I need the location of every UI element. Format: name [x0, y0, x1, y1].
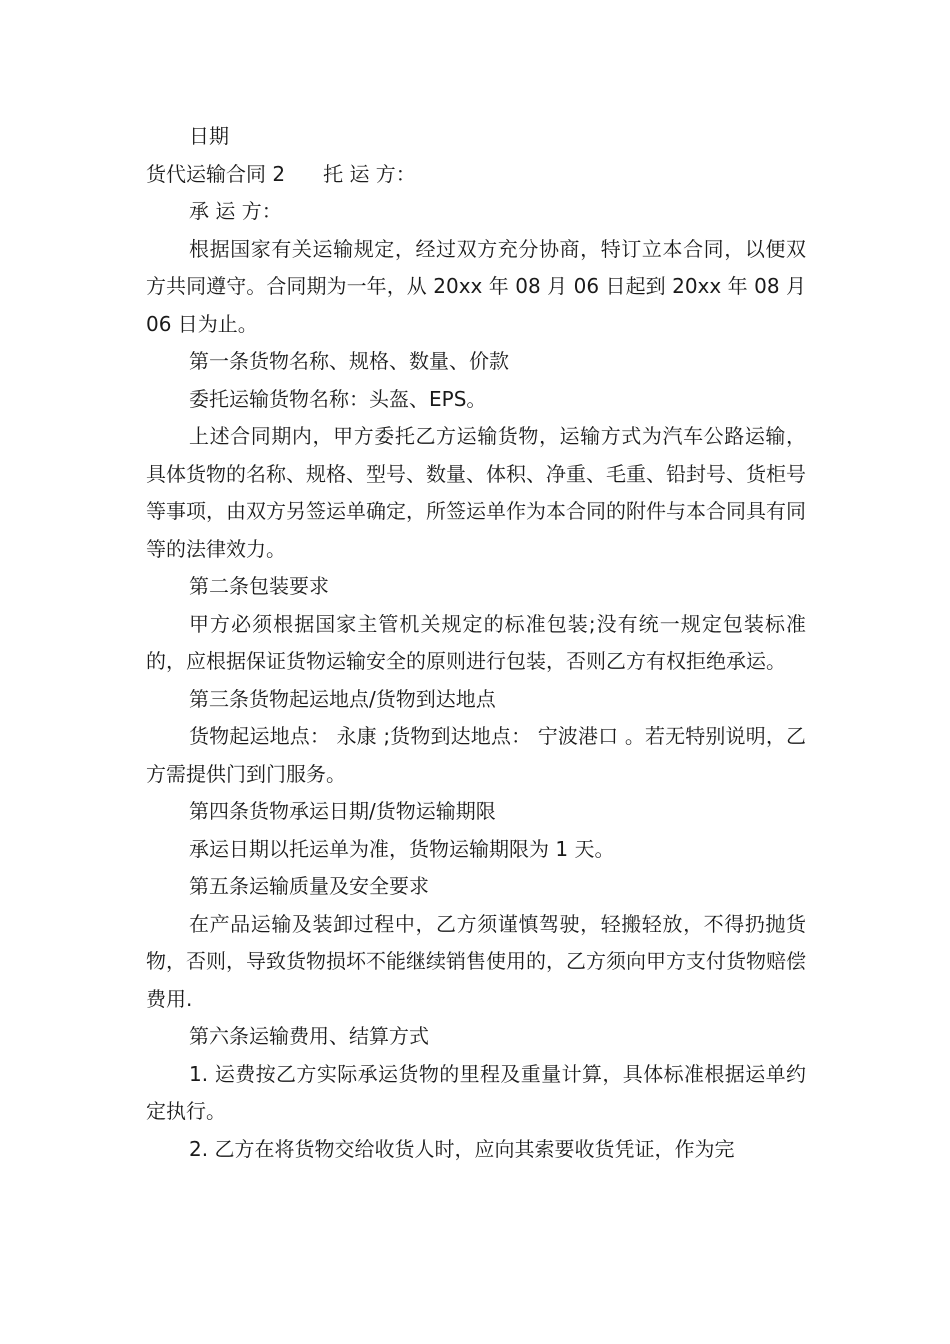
article-5-body: 在产品运输及装卸过程中，乙方须谨慎驾驶，轻搬轻放，不得扔抛货物，否则，导致货物损坏不能继续销售使用的，乙方须向甲方支付货物赔偿费用.: [146, 911, 806, 1011]
article-2-title: 第二条包装要求: [189, 574, 329, 598]
carrier-label: 承 运 方：: [189, 199, 282, 223]
article-1-goods: 委托运输货物名称：头盔、EPS。: [189, 386, 487, 411]
article-1-title: 第一条货物名称、规格、数量、价款: [189, 349, 509, 373]
article-6-item-2: 2. 乙方在将货物交给收货人时，应向其索要收货凭证，作为完: [189, 1136, 735, 1161]
shipper-label: 托 运 方：: [323, 161, 416, 186]
date-label: 日期: [189, 124, 229, 148]
article-5-title: 第五条运输质量及安全要求: [189, 874, 429, 898]
article-3-title: 第三条货物起运地点/货物到达地点: [189, 686, 496, 711]
document-body: [146, 118, 806, 1168]
article-1-body: 上述合同期内，甲方委托乙方运输货物，运输方式为汽车公路运输，具体货物的名称、规格、型号、数量、体积、净重、毛重、铅封号、货柜号等事项，由双方另签运单确定，所签运单作为本合同的附件与本合同具有同等的法律效力。: [146, 424, 806, 561]
article-6-title: 第六条运输费用、结算方式: [189, 1024, 429, 1048]
article-2-body: 甲方必须根据国家主管机关规定的标准包装;没有统一规定包装标准的，应根据保证货物运输安全的原则进行包装，否则乙方有权拒绝承运。: [146, 611, 806, 673]
intro-paragraph: 根据国家有关运输规定，经过双方充分协商，特订立本合同，以便双方共同遵守。合同期为一年，从 20xx 年 08 月 06 日起到 20xx 年 08 月 06 日为止。: [146, 236, 806, 336]
article-4-body: 承运日期以托运单为准，货物运输期限为 1 天。: [189, 836, 615, 861]
contract-title: 货代运输合同 2: [146, 161, 286, 186]
title-line: [146, 156, 806, 194]
article-3-body: 货物起运地点： 永康 ;货物到达地点： 宁波港口 。若无特别说明，乙方需提供门到门服务。: [146, 724, 806, 786]
article-6-item-1: 1. 运费按乙方实际承运货物的里程及重量计算，具体标准根据运单约定执行。: [146, 1061, 806, 1123]
article-4-title: 第四条货物承运日期/货物运输期限: [189, 799, 496, 823]
